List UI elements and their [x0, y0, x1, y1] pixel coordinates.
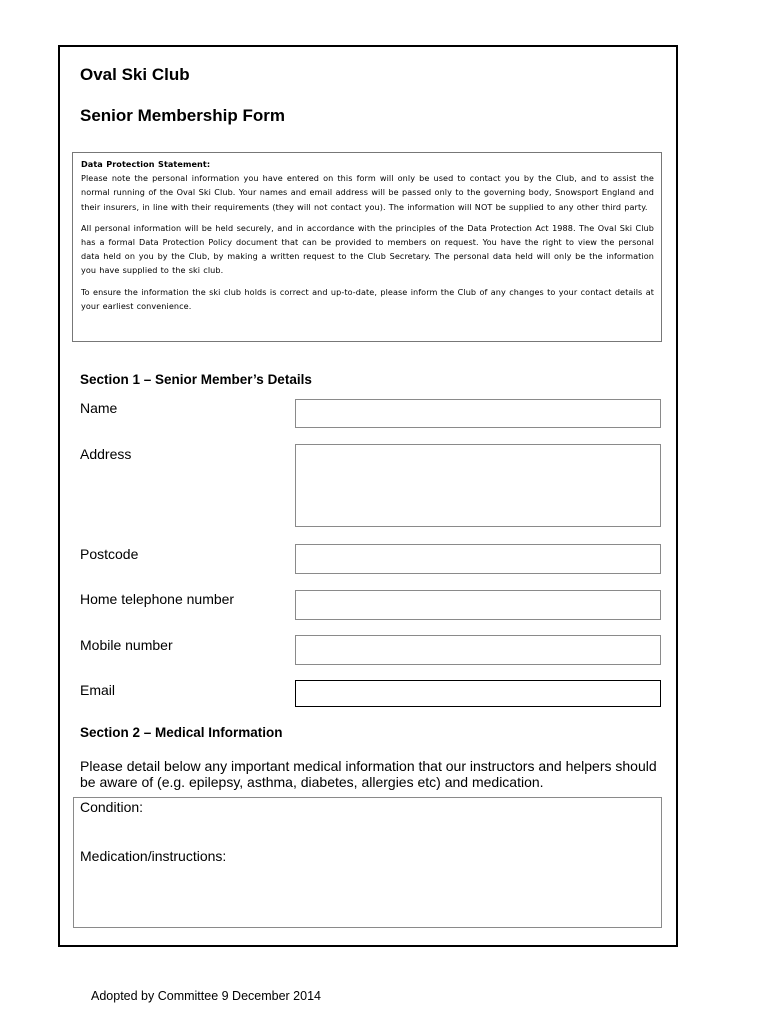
dp-paragraph-1 [81, 157, 654, 214]
medical-intro: Please detail below any important medical information that our instructors and helpers should be aware of (e.g. epilepsy, asthma, diabetes, allergies etc) and medication. [80, 758, 657, 790]
club-name: Oval Ski Club [80, 65, 190, 84]
section1-heading: Section 1 – Senior Member’s Details [80, 372, 312, 387]
postcode-field[interactable] [295, 544, 661, 574]
footer-adopted-date: Adopted by Committee 9 December 2014 [91, 989, 321, 1003]
mobile-field[interactable] [295, 635, 661, 665]
home-phone-label: Home telephone number [80, 591, 235, 607]
dp-paragraph-2: All personal information will be held securely, and in accordance with the principles of the Data Protection Act 1988. The Oval Ski Club has a formal Data Protection Policy document that can be provided to members on request. You have the right to view the personal data held on you by the Club, by making a written request to the Club Secretary. The personal data held will only be the information you have supplied to the ski club. [81, 222, 654, 276]
address-field[interactable] [295, 444, 661, 527]
dp-heading: Data Protection Statement: [81, 159, 211, 169]
mobile-label: Mobile number [80, 637, 173, 653]
medication-label: Medication/instructions: [80, 848, 227, 864]
dp-paragraph-3: To ensure the information the ski club holds is correct and up-to-date, please inform the Club of any changes to your contact details at your earliest convenience. [81, 286, 654, 311]
postcode-label: Postcode [80, 546, 139, 562]
email-field[interactable] [295, 680, 661, 707]
name-field[interactable] [295, 399, 661, 428]
data-protection-statement [72, 152, 662, 342]
name-label: Name [80, 400, 118, 416]
email-label: Email [80, 682, 116, 698]
address-label: Address [80, 446, 132, 462]
home-phone-field[interactable] [295, 590, 661, 620]
dp-text-1: Please note the personal information you have entered on this form will only be used to contact you by the Club, and to assist the normal running of the Oval Ski Club. Your names and email address will be passed only to the governing body, Snowsport England and their insurers, in line with their requirements (they will not contact you). The information will NOT be supplied to any other third party. [81, 173, 654, 212]
form-title: Senior Membership Form [80, 106, 285, 125]
condition-label: Condition: [80, 799, 144, 815]
section2-heading: Section 2 – Medical Information [80, 725, 283, 740]
